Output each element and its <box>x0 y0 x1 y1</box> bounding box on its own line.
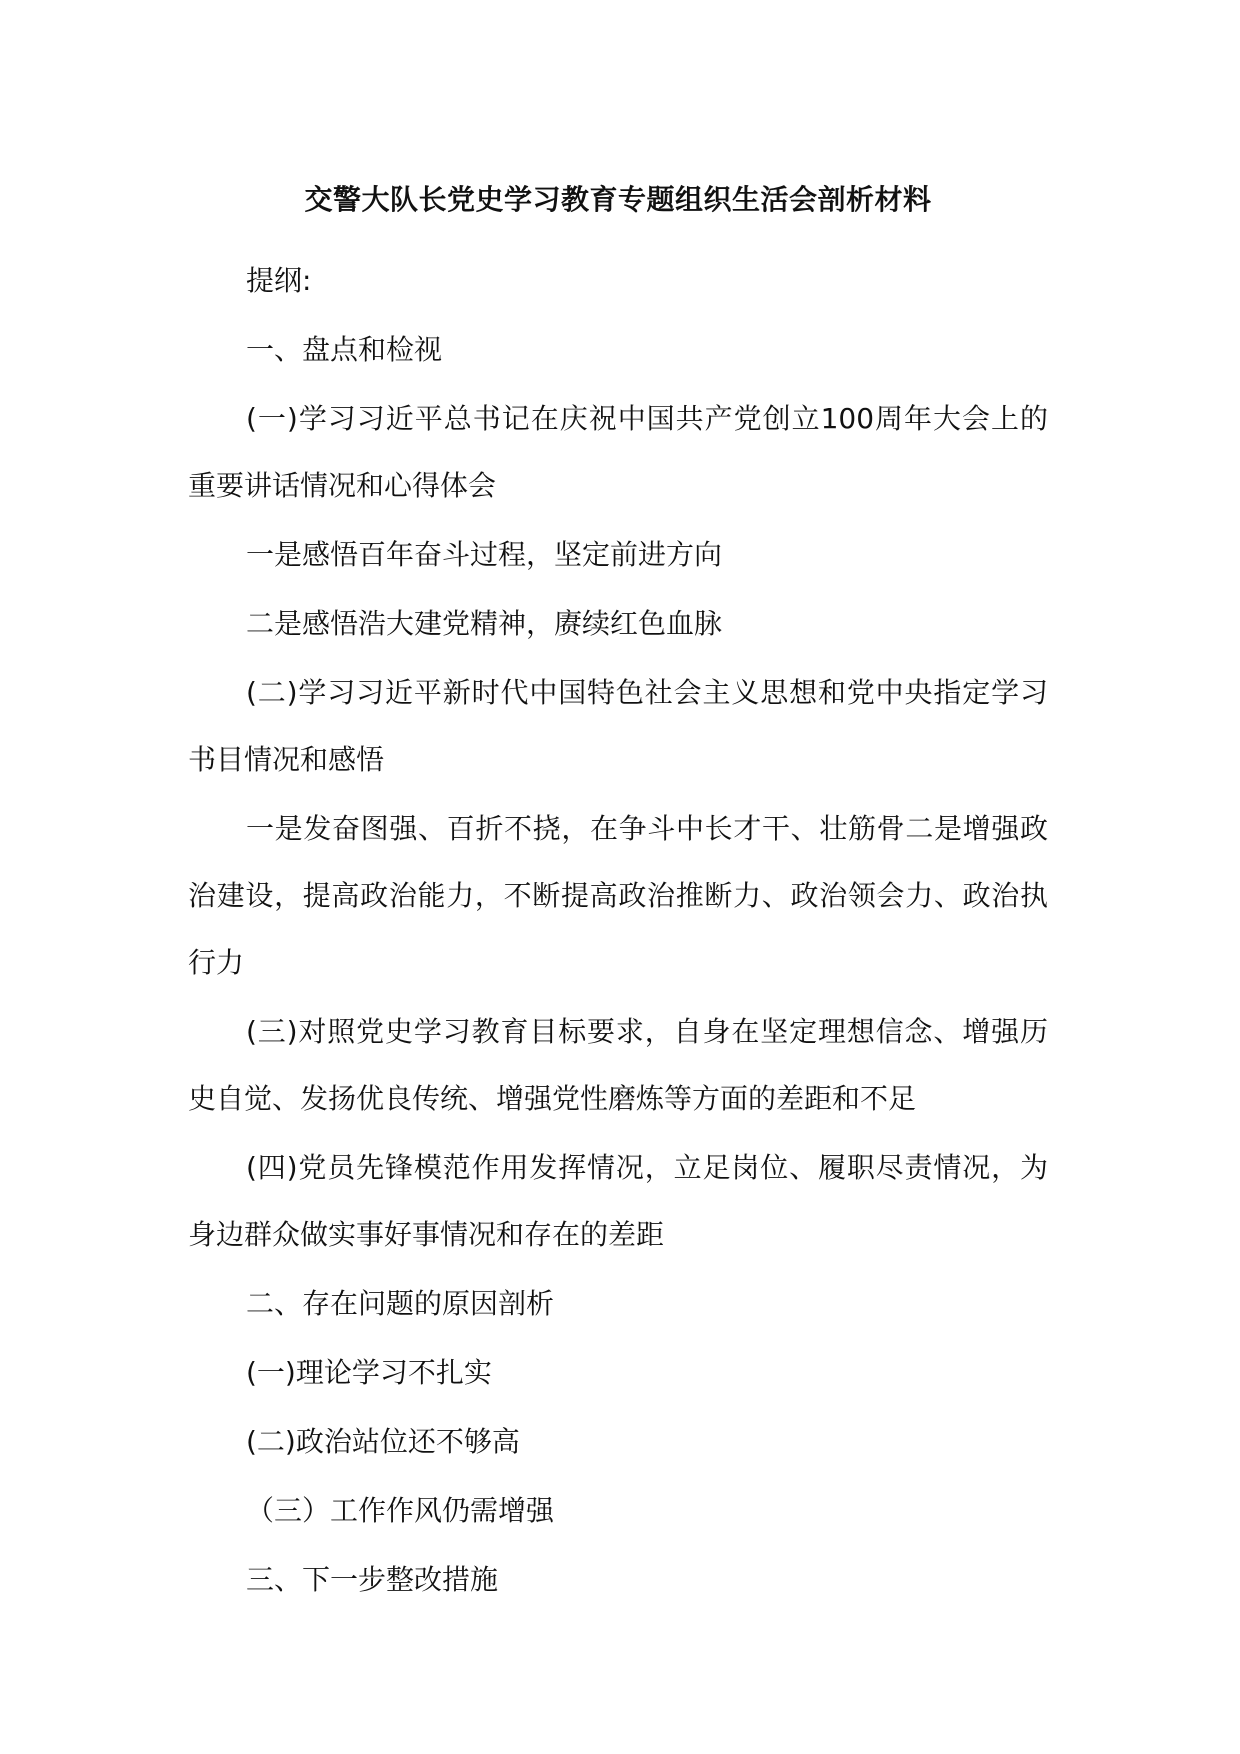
document-title: 交警大队长党史学习教育专题组织生活会剖析材料 <box>304 183 932 216</box>
subsection-2-3: （三）工作作风仍需增强 <box>246 1494 555 1527</box>
subsection-1-3: (三)对照党史学习教育目标要求，自身在坚定理想信念、增强历史自觉、发扬优良传统、增强党性磨炼等方面的差距和不足 <box>188 1015 1048 1115</box>
section-heading-1: 一、盘点和检视 <box>246 333 443 366</box>
point-1-2-1: 一是发奋图强、百折不挠，在争斗中长才干、壮筋骨二是增强政治建设，提高政治能力，不断提高政治推断力、政治领会力、政治执行力 <box>188 812 1048 979</box>
subsection-1-1: (一)学习习近平总书记在庆祝中国共产党创立100周年大会上的重要讲话情况和心得体会 <box>188 402 1048 502</box>
subsection-1-4: (四)党员先锋模范作用发挥情况，立足岗位、履职尽责情况，为身边群众做实事好事情况和存在的差距 <box>188 1151 1048 1251</box>
section-heading-3: 三、下一步整改措施 <box>246 1563 499 1596</box>
point-1-1-2: 二是感悟浩大建党精神，赓续红色血脉 <box>246 607 723 640</box>
outline-label: 提纲: <box>246 264 312 297</box>
subsection-2-1: (一)理论学习不扎实 <box>246 1356 492 1389</box>
subsection-1-2: (二)学习习近平新时代中国特色社会主义思想和党中央指定学习书目情况和感悟 <box>188 676 1048 776</box>
point-1-1-1: 一是感悟百年奋斗过程，坚定前进方向 <box>246 538 723 571</box>
subsection-2-2: (二)政治站位还不够高 <box>246 1425 520 1458</box>
section-heading-2: 二、存在问题的原因剖析 <box>246 1287 555 1320</box>
document-body <box>188 175 1048 1615</box>
